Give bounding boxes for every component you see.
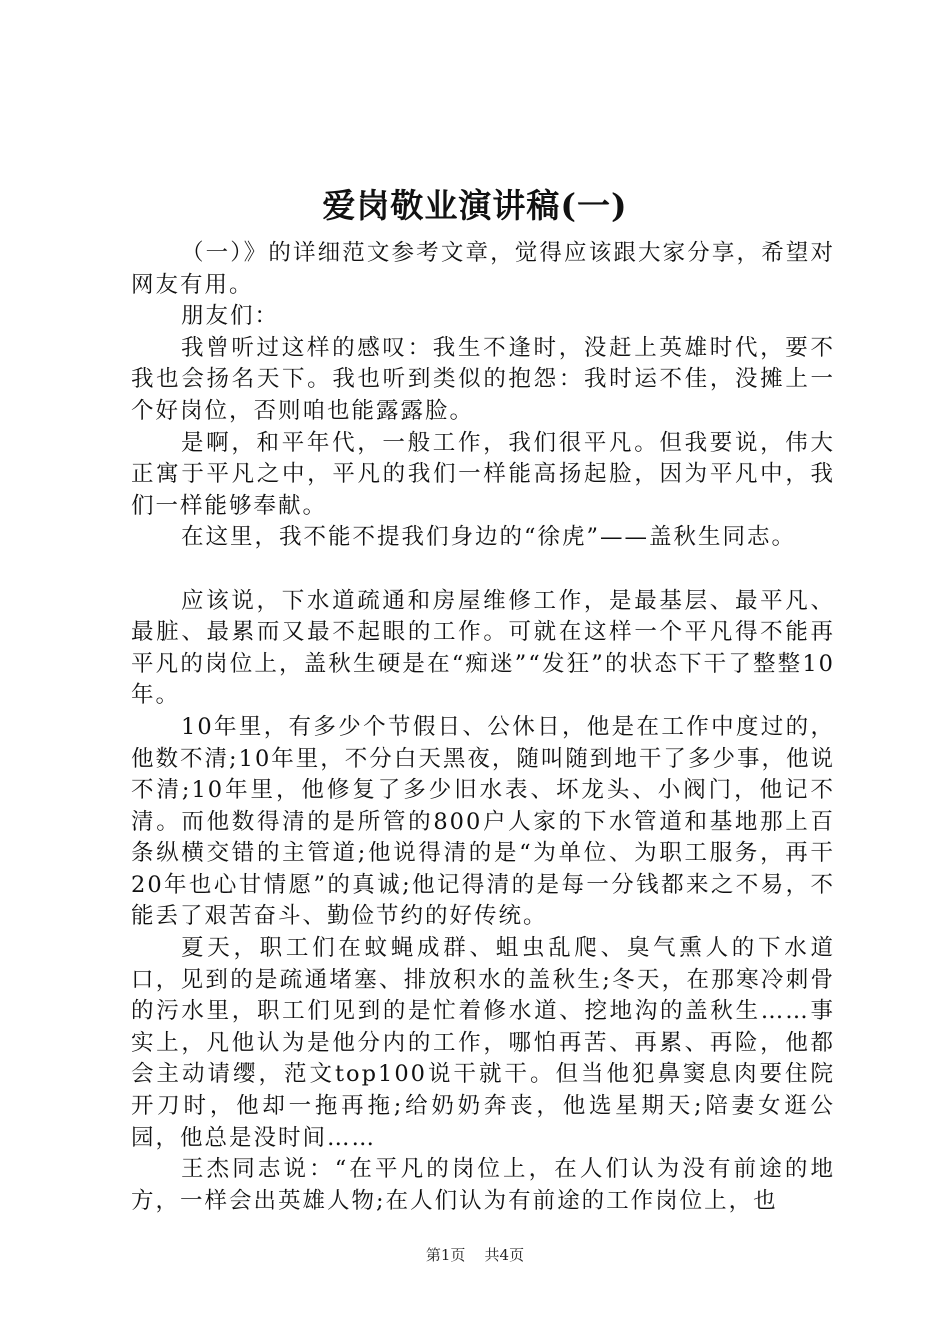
document-title: 爱岗敬业演讲稿(一)	[322, 186, 628, 225]
paragraph: 我曾听过这样的感叹：我生不逢时，没赶上英雄时代，要不我也会扬名天下。我也听到类似的抱怨：我时运不佳，没摊上一个好岗位，否则咱也能露露脸。	[131, 334, 835, 424]
page-number: 第1页	[425, 1246, 466, 1264]
page-total: 共4页	[484, 1246, 525, 1264]
page-footer	[0, 1244, 950, 1266]
paragraph: 夏天，职工们在蚊蝇成群、蛆虫乱爬、臭气熏人的下水道口，见到的是疏通堵塞、排放积水的盖秋生;冬天，在那寒冷刺骨的污水里，职工们见到的是忙着修水道、挖地沟的盖秋生……事实上，凡他认为是他分内的工作，哪怕再苦、再累、再险，他都会主动请缨，范文top100说干就干。但当他犯鼻窦息肉要住院开刀时，他却一拖再拖;给奶奶奔丧，他选星期天;陪妻女逛公园，他总是没时间……	[131, 935, 835, 1151]
paragraph: 在这里，我不能不提我们身边的“徐虎”——盖秋生同志。	[181, 524, 797, 551]
paragraph: 王杰同志说：“在平凡的岗位上，在人们认为没有前途的地方，一样会出英雄人物;在人们认为有前途的工作岗位上，也	[131, 1156, 835, 1214]
paragraph: 应该说，下水道疏通和房屋维修工作，是最基层、最平凡、最脏、最累而又最不起眼的工作。可就在这样一个平凡得不能再平凡的岗位上，盖秋生硬是在“痴迷”“发狂”的状态下干了整整10年。	[131, 587, 835, 709]
paragraph: 朋友们：	[181, 303, 280, 330]
paragraph: 是啊，和平年代，一般工作，我们很平凡。但我要说，伟大正寓于平凡之中，平凡的我们一样能高扬起脸，因为平凡中，我们一样能够奉献。	[131, 429, 835, 519]
paragraph: 10年里，有多少个节假日、公休日，他是在工作中度过的，他数不清;10年里，不分白天黑夜，随叫随到地干了多少事，他说不清;10年里，他修复了多少旧水表、坏龙头、小阀门，他记不清。而他数得清的是所管的800户人家的下水管道和基地那上百条纵横交错的主管道;他说得清的是“为单位、为职工服务，再干20年也心甘情愿”的真诚;他记得清的是每一分钱都来之不易，不能丢了艰苦奋斗、勤俭节约的好传统。	[131, 713, 835, 930]
document-body	[131, 238, 835, 1217]
paragraph: （一）》的详细范文参考文章，觉得应该跟大家分享，希望对网友有用。	[131, 240, 835, 298]
